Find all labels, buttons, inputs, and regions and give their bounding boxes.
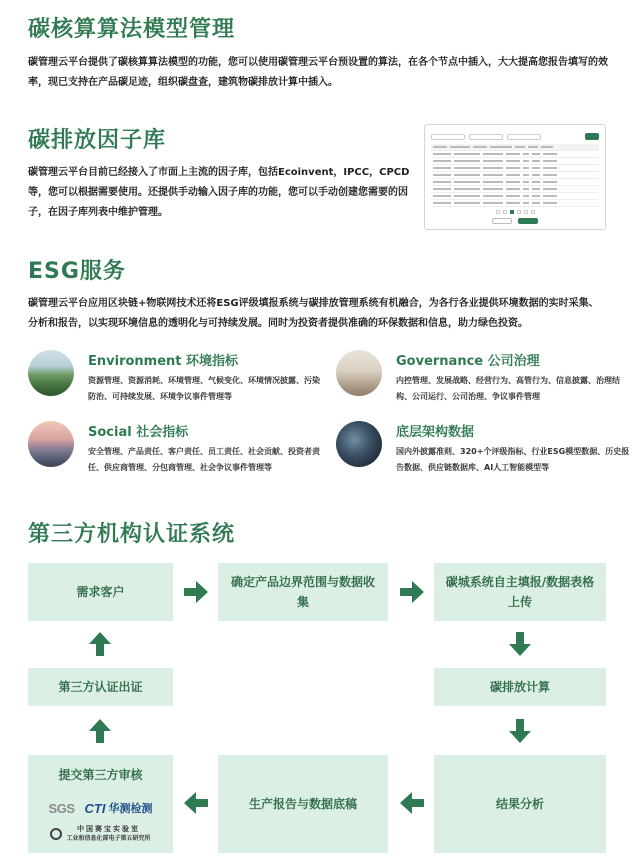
arrow-right-icon	[184, 581, 208, 603]
seal-icon	[50, 828, 62, 840]
arrow-down-icon	[509, 632, 531, 656]
esg-item-social	[28, 421, 323, 476]
flow-step-submit	[28, 755, 173, 853]
arrow-up-icon	[89, 632, 111, 656]
cti-logo: CTI 华测检测	[84, 801, 153, 816]
esg-item-infrastructure	[336, 421, 631, 476]
esg-item-desc: 资源管理、资源消耗、环境管理、气候变化、环境情况披露、污染防治、可持续发展、环境争议事件管理等	[88, 376, 320, 401]
arrow-left-icon	[400, 792, 424, 814]
section-body-esg: 碳管理云平台应用区块链+物联网技术还将ESG评级填报系统与碳排放管理系统有机融合，为各行各业提供环境数据的实时采集、分析和报告，以实现环境信息的透明化与可持续发展。同时为投资者提供准确的环保数据和信息，助力绿色投资。	[28, 298, 599, 329]
esg-item-title: Environment 环境指标	[88, 354, 239, 369]
flow-step-submit-label: 提交第三方审核	[58, 768, 143, 782]
section-body-algorithm: 碳管理云平台提供了碳核算算法模型的功能，您可以使用碳管理云平台预设置的算法，在各个节点中插入，大大提高您报告填写的效率，现已支持在产品碳足迹，组织碳盘查，建筑物碳排放计算中插入。	[28, 57, 608, 88]
section-title-factor-library: 碳排放因子库	[28, 128, 167, 153]
factor-library-screenshot	[424, 124, 606, 230]
esg-item-title: 底层架构数据	[396, 425, 475, 440]
flow-step-boundary: 确定产品边界范围与数据收集	[218, 563, 388, 621]
esg-item-governance	[336, 350, 631, 405]
flow-step-report: 生产报告与数据底稿	[218, 755, 388, 853]
office-image	[336, 350, 382, 396]
flow-step-calc: 碳排放计算	[434, 668, 606, 706]
esg-item-desc: 安全管理、产品责任、客户责任、员工责任、社会贡献、投资者责任、供应商管理、分包商管理、社会争议事件管理等	[88, 447, 320, 472]
esg-item-desc: 内控管理、发展战略、经营行为、高管行为、信息披露、治理结构、公司运行、公司治理、争议事件管理	[396, 376, 620, 401]
arrow-down-icon	[509, 719, 531, 743]
arrow-up-icon	[89, 719, 111, 743]
section-title-certification: 第三方机构认证系统	[28, 522, 236, 547]
landscape-image	[28, 350, 74, 396]
esg-item-title: Social 社会指标	[88, 425, 189, 440]
section-body-factor-library: 碳管理云平台目前已经接入了市面上主流的因子库，包括Ecoinvent，IPCC，CPCD等，您可以根据需要使用。还提供手动输入因子库的功能，您可以手动创建您需要的因子，在因子库列表中维护管理。	[28, 167, 410, 218]
flow-step-upload: 碳城系统自主填报/数据表格上传	[434, 563, 606, 621]
arrow-left-icon	[184, 792, 208, 814]
flow-step-analysis: 结果分析	[434, 755, 606, 853]
arrow-right-icon	[400, 581, 424, 603]
sgs-logo: SGS	[48, 801, 75, 816]
flow-step-demand: 需求客户	[28, 563, 173, 621]
esg-item-title: Governance 公司治理	[396, 354, 540, 369]
esg-item-desc: 国内外披露准则、320+个评级指标、行业ESG模型数据、历史报告数据、供应链数据库、AI人工智能模型等	[396, 447, 630, 472]
section-title-esg: ESG服务	[28, 259, 126, 284]
flow-step-certificate: 第三方认证出证	[28, 668, 173, 706]
section-title-algorithm: 碳核算算法模型管理	[28, 17, 236, 42]
circuit-image	[336, 421, 382, 467]
ceprei-logo: 中国赛宝实验室 工业和信息化部电子第五研究所	[28, 825, 173, 843]
city-image	[28, 421, 74, 467]
esg-item-environment	[28, 350, 323, 405]
